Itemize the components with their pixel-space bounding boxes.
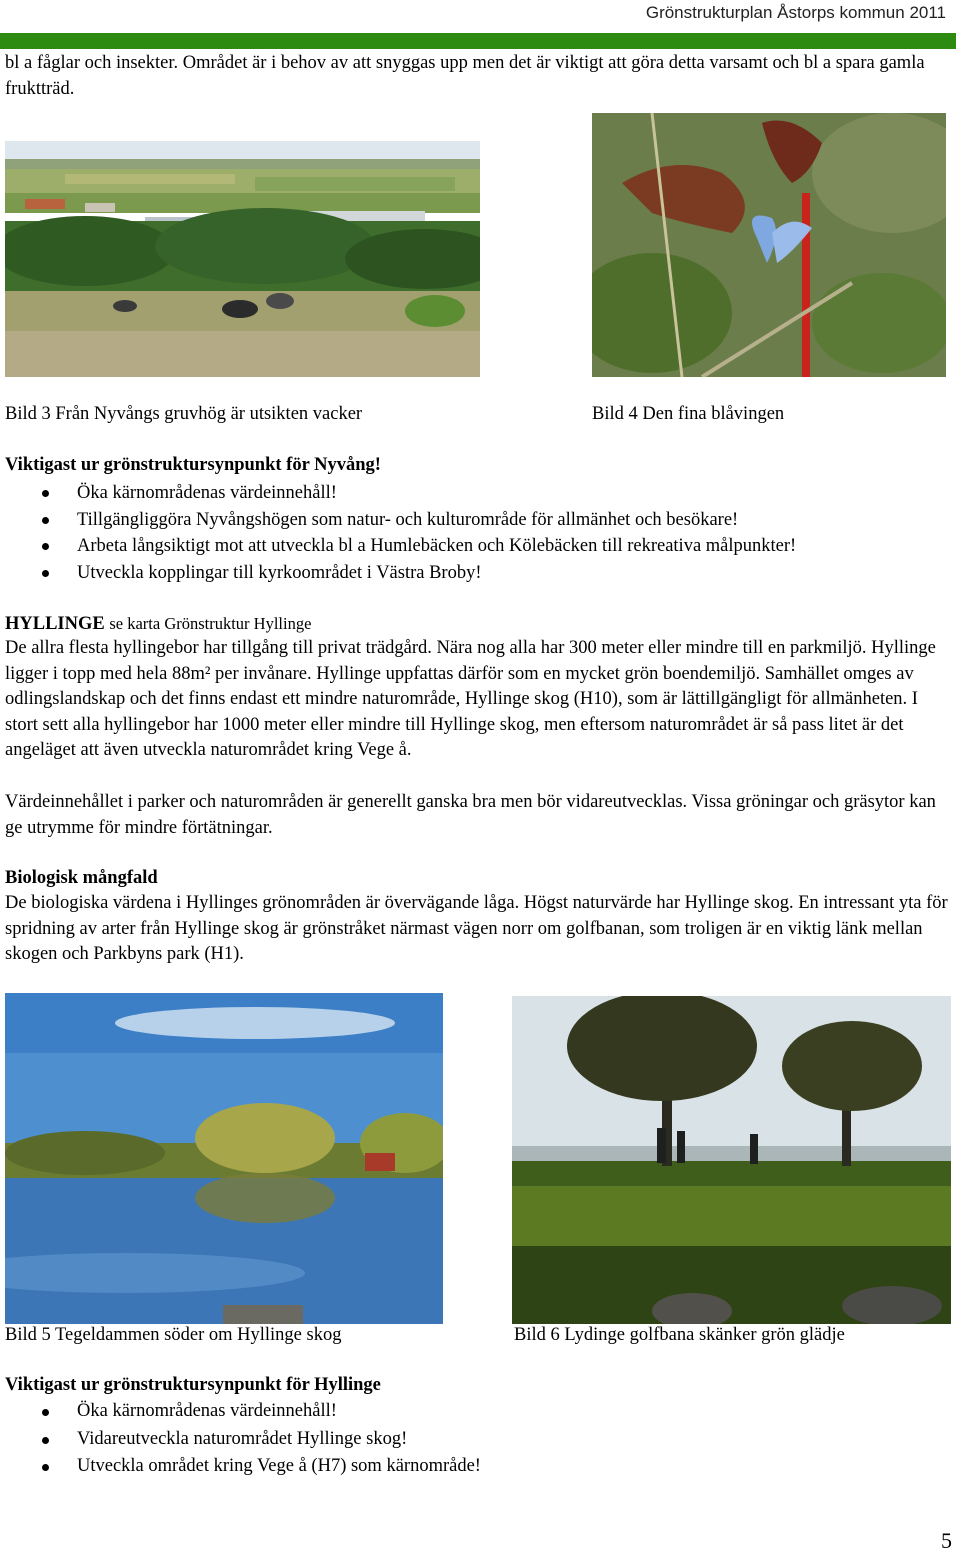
photo-nyvang-view: [5, 141, 480, 377]
caption-bild3: Bild 3 Från Nyvångs gruvhög är utsikten vacker: [5, 404, 363, 424]
intro-paragraph: bl a fåglar och insekter. Området är i behov av att snyggas upp men det är viktigt att göra detta varsamt och bl a spara gamla fruktträd.: [5, 53, 925, 99]
hyllinge-title-line: [5, 611, 311, 638]
biologisk-heading: Biologisk mångfald: [5, 868, 158, 888]
photo-tegeldammen: [5, 993, 443, 1324]
photo-lydinge-golf: [512, 996, 951, 1324]
list-item: Vidareutveckla naturområdet Hyllinge skog!: [0, 1426, 481, 1454]
hyllinge-paragraph-1: De allra flesta hyllingebor har tillgång till privat trädgård. Nära nog alla har 300 meter eller mindre till en parkmiljö. Hyllinge ligger i topp med hela 88m² per invånare. Hyllinge uppfattas därför som en mycket grön boendemiljö. Samhället omges av odlingslandskap och det finns endast ett mindre naturområde, Hyllinge skog (H10), som är lättillgängligt för allmänheten. I stort sett alla hyllingebor har 1000 meter eller mindre till Hyllinge skog, men eftersom naturområdet är så pass litet är det angeläget att även utveckla naturområdet kring Vege å.: [5, 638, 936, 760]
photo-blue-butterfly: [592, 113, 946, 377]
list-item: Utveckla kopplingar till kyrkoområdet i Västra Broby!: [0, 560, 796, 587]
caption-bild6: Bild 6 Lydinge golfbana skänker grön glädje: [514, 1325, 845, 1345]
list-item: Arbeta långsiktigt mot att utveckla bl a Humlebäcken och Kölebäcken till rekreativa målpunkter!: [0, 533, 796, 560]
caption-bild5: Bild 5 Tegeldammen söder om Hyllinge skog: [5, 1325, 342, 1345]
list-item: Öka kärnområdenas värdeinnehåll!: [0, 480, 796, 507]
biologisk-paragraph: De biologiska värdena i Hyllinges grönområden är övervägande låga. Högst naturvärde har Hyllinge skog. En intressant yta för spridning av arter från Hyllinge skog är grönstråket närmast vägen norr om golfbanan, som troligen är en viktig länk mellan skogen och Parkbyns park (H1).: [5, 893, 948, 964]
nyvang-heading: Viktigast ur grönstruktursynpunkt för Nyvång!: [5, 455, 381, 475]
list-item: Tillgängliggöra Nyvångshögen som natur- och kulturområde för allmänhet och besökare!: [0, 507, 796, 534]
list-item: Öka kärnområdenas värdeinnehåll!: [0, 1398, 481, 1426]
hyllinge-paragraph-2: Värdeinnehållet i parker och naturområden är generellt ganska bra men bör vidareutvecklas. Vissa gröningar och gräsytor kan ge utrymme för mindre förtätningar.: [5, 792, 936, 838]
hyllinge-map-reference: se karta Grönstruktur Hyllinge: [109, 614, 312, 633]
list-item: Utveckla området kring Vege å (H7) som kärnområde!: [0, 1453, 481, 1481]
header-bar: [0, 33, 956, 49]
document-header-title: Grönstrukturplan Åstorps kommun 2011: [645, 3, 946, 22]
nyvang-bullet-list: [0, 480, 796, 586]
hyllinge-title: HYLLINGE: [5, 614, 105, 634]
page-number: 5: [941, 1528, 952, 1553]
hyllinge-priority-list: [0, 1398, 481, 1481]
hyllinge-priority-heading: Viktigast ur grönstruktursynpunkt för Hyllinge: [5, 1375, 381, 1395]
caption-bild4: Bild 4 Den fina blåvingen: [592, 404, 785, 424]
